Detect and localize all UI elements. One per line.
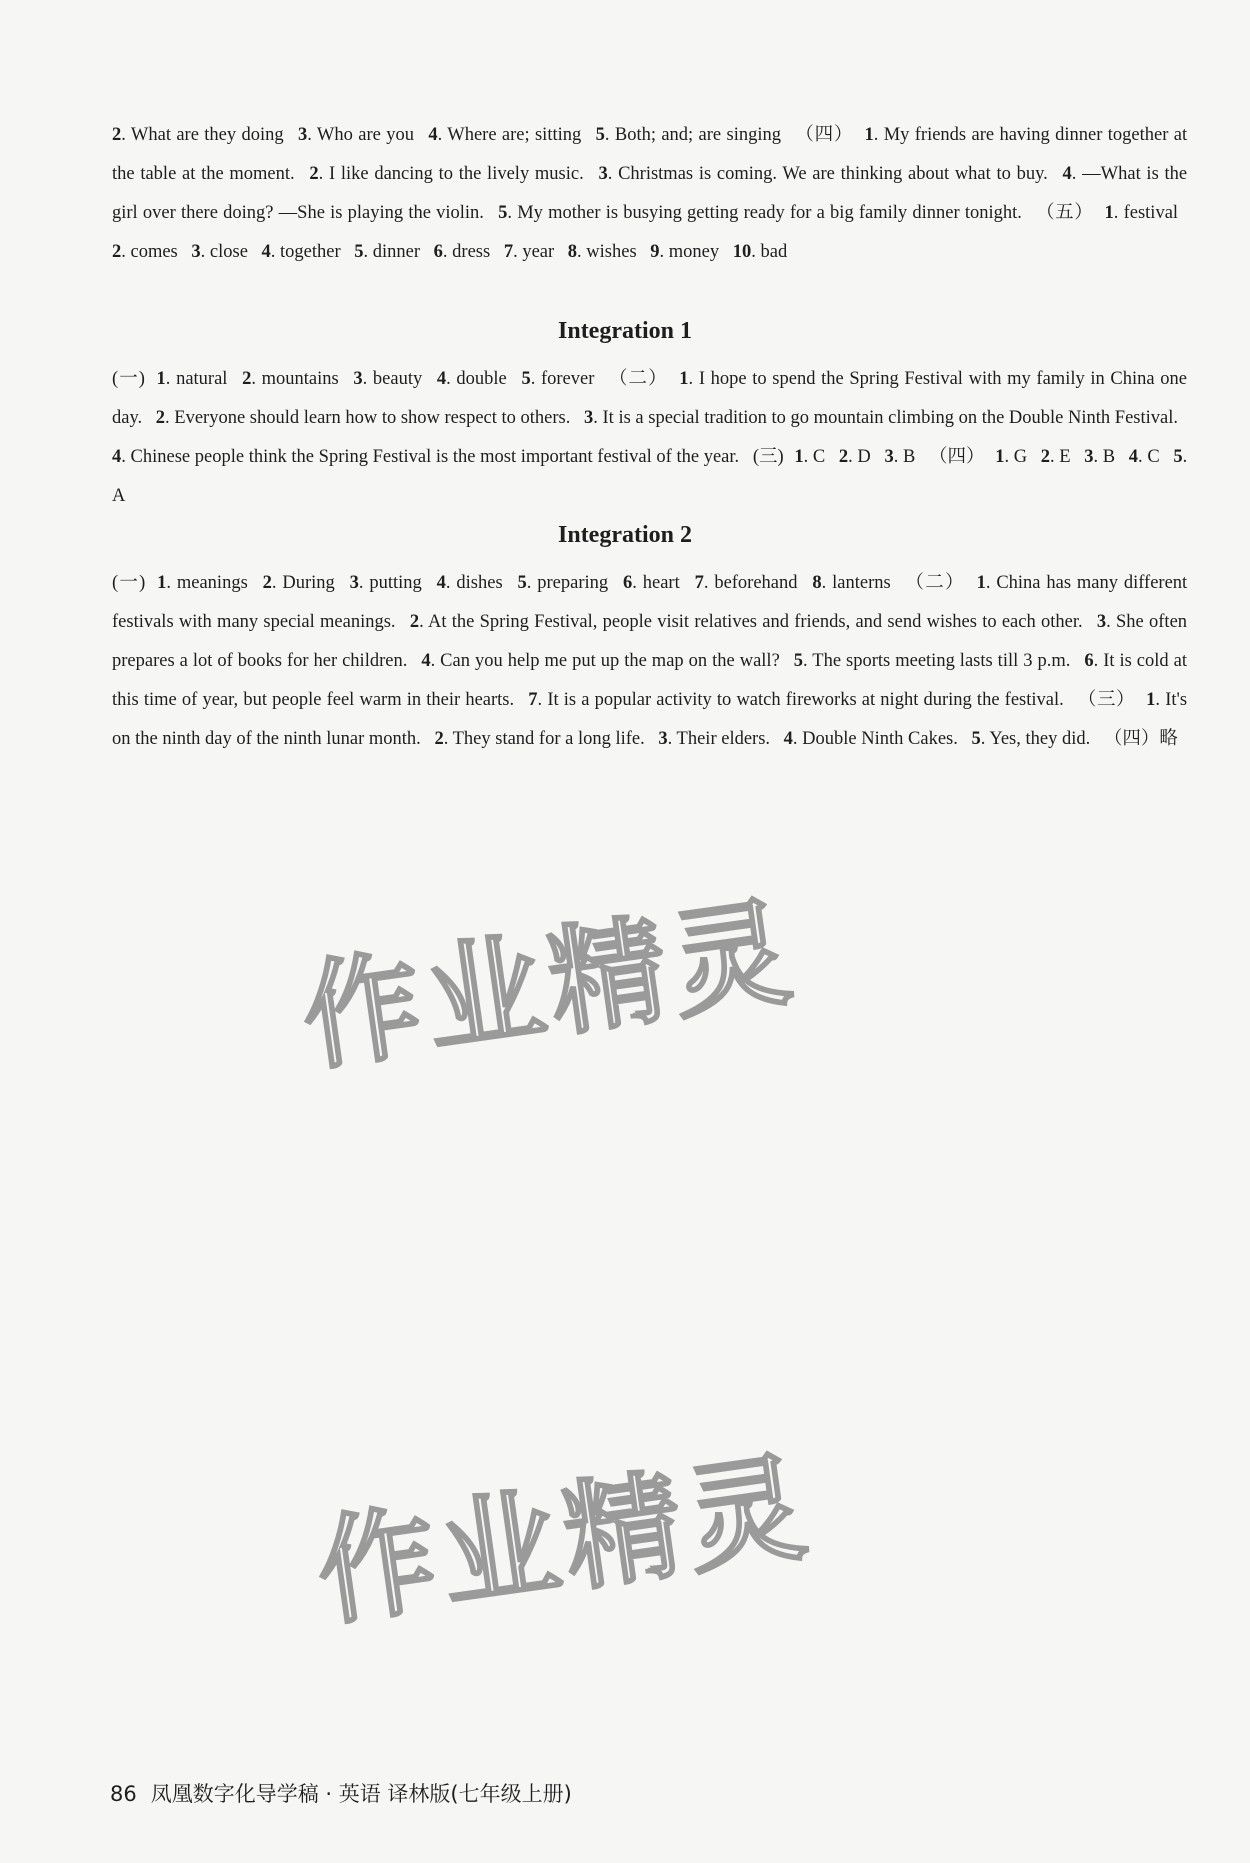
integration-1-heading: Integration 1 <box>558 318 692 344</box>
answer-number: 9 <box>650 242 660 262</box>
answer-text: Can you help me put up the map on the wall? <box>440 651 780 671</box>
answer-item: 3. beauty <box>353 369 423 389</box>
answer-item: 5. dinner <box>354 242 421 262</box>
answer-number: 3 <box>349 573 359 593</box>
answer-item: 3. B <box>884 447 916 467</box>
answer-number: 3 <box>1084 447 1094 467</box>
answer-number: 5 <box>354 242 364 262</box>
answer-number: 2 <box>434 729 444 749</box>
answer-number: 1 <box>679 369 689 389</box>
answer-number: 1 <box>1104 203 1114 223</box>
answer-item: 3. Their elders. <box>658 729 771 749</box>
answer-number: 8 <box>812 573 822 593</box>
answer-text: The sports meeting lasts till 3 p.m. <box>812 651 1071 671</box>
answer-text: A <box>112 486 126 506</box>
answer-text: Both; and; are singing <box>614 125 781 145</box>
integration-2-heading: Integration 2 <box>558 522 692 548</box>
answer-text: Christmas is coming. We are thinking about what to buy. <box>618 164 1048 184</box>
answer-number: 1 <box>157 573 167 593</box>
answer-text: C <box>1147 447 1160 467</box>
answer-number: 5 <box>521 369 531 389</box>
answer-number: 2 <box>242 369 252 389</box>
answer-text: comes <box>130 242 178 262</box>
answer-item: 2. E <box>1040 447 1071 467</box>
answer-number: 5 <box>517 573 527 593</box>
section-marker: （四） <box>795 125 854 145</box>
answer-item: 1. C <box>794 447 826 467</box>
answer-number: 2 <box>155 408 166 428</box>
answer-text: She often prepares a lot of books for her children. <box>112 612 1188 671</box>
answer-text: dishes <box>456 573 503 593</box>
integration-2-answers <box>112 564 1187 759</box>
answer-text: I hope to spend the Spring Festival with my family in China one day. <box>112 369 1187 428</box>
answer-number: 7 <box>503 242 514 262</box>
answer-text: heart <box>642 573 680 593</box>
answer-text: I like dancing to the lively music. <box>329 164 584 184</box>
answer-item: 8. lanterns <box>812 573 891 593</box>
answer-text: Chinese people think the Spring Festival is the most important festival of the year. <box>130 447 740 467</box>
answer-text: —What is the girl over there doing? —She is playing the violin. <box>112 164 1188 223</box>
page-footer <box>110 1778 572 1808</box>
answer-number: 5 <box>1173 447 1183 467</box>
answer-text: lanterns <box>832 573 891 593</box>
answer-item: 4. Where are; sitting <box>428 125 582 145</box>
answer-item: 1. natural <box>156 369 228 389</box>
answer-item: 3. Christmas is coming. We are thinking about what to buy. <box>598 164 1048 184</box>
answer-text: China has many different festivals with many special meanings. <box>112 573 1188 632</box>
answer-number: 4 <box>428 125 438 145</box>
answer-item: 5. A <box>112 447 1188 506</box>
answer-item: 2. comes <box>112 242 178 262</box>
watermark-logo: 作业精灵 <box>309 1437 820 1643</box>
answer-item: 6. dress <box>433 242 491 262</box>
answer-item: 10. bad <box>732 242 788 262</box>
answer-item: 3. She often prepares a lot of books for her children. <box>112 612 1188 671</box>
answer-text: My friends are having dinner together at the table at the moment. <box>112 125 1188 184</box>
answer-number: 3 <box>298 125 308 145</box>
answer-item: 1. G <box>995 447 1028 467</box>
answer-item: 3. It is a special tradition to go mountain climbing on the Double Ninth Festival. <box>584 408 1178 428</box>
answer-text: E <box>1059 447 1071 467</box>
answer-text: B <box>1102 447 1116 467</box>
section-marker: （三） <box>1077 690 1135 710</box>
answer-item: 1. I hope to spend the Spring Festival with my family in China one day. <box>112 369 1187 428</box>
answer-text: festival <box>1123 203 1179 223</box>
answer-text: It is cold at this time of year, but people feel warm in their hearts. <box>112 651 1187 710</box>
section-marker: (一) <box>112 573 146 593</box>
answer-number: 5 <box>498 203 508 223</box>
answer-number: 3 <box>584 408 594 428</box>
answer-item: 5. forever <box>521 369 595 389</box>
answer-number: 4 <box>112 447 122 467</box>
answer-number: 4 <box>1062 164 1072 184</box>
answer-number: 2 <box>1040 447 1051 467</box>
answer-number: 3 <box>658 729 668 749</box>
answer-text: dress <box>452 242 491 262</box>
answer-number: 4 <box>421 651 431 671</box>
answer-item: 2. During <box>262 573 335 593</box>
answer-item: 4. Chinese people think the Spring Festival is the most important festival of the year. <box>112 447 740 467</box>
answer-number: 2 <box>838 447 849 467</box>
answer-item: 4. C <box>1128 447 1160 467</box>
answer-item: 7. It is a popular activity to watch fireworks at night during the festival. <box>528 690 1064 710</box>
answer-number: 6 <box>1084 651 1094 671</box>
answer-number: 1 <box>1146 690 1156 710</box>
answer-text: It is a special tradition to go mountain climbing on the Double Ninth Festival. <box>602 408 1178 428</box>
answers-top-block <box>112 116 1187 272</box>
answer-text: At the Spring Festival, people visit relatives and friends, and send wishes to each other. <box>427 612 1083 632</box>
answer-item: 3. B <box>1084 447 1116 467</box>
answer-number: 4 <box>783 729 793 749</box>
answer-text: beauty <box>372 369 423 389</box>
answer-text: together <box>280 242 341 262</box>
answer-number: 4 <box>1128 447 1139 467</box>
section-marker: （四）略 <box>1103 729 1178 749</box>
answer-item: 5. My mother is busying getting ready for a big family dinner tonight. <box>498 203 1022 223</box>
answer-text: It is a popular activity to watch fireworks at night during the festival. <box>547 690 1064 710</box>
page-number: 86 <box>110 1782 137 1806</box>
answer-text: During <box>282 573 335 593</box>
answer-item: 6. It is cold at this time of year, but people feel warm in their hearts. <box>112 651 1187 710</box>
answer-text: D <box>857 447 871 467</box>
answer-number: 3 <box>353 369 363 389</box>
answer-item: 2. mountains <box>242 369 339 389</box>
answer-item: 2. What are they doing <box>112 125 284 145</box>
answer-number: 1 <box>864 125 874 145</box>
answer-item: 4. dishes <box>436 573 503 593</box>
answer-text: putting <box>369 573 422 593</box>
answer-text: dinner <box>372 242 421 262</box>
answer-item: 1. meanings <box>157 573 248 593</box>
answer-item: 2. Everyone should learn how to show respect to others. <box>155 408 571 428</box>
answer-number: 6 <box>433 242 443 262</box>
answer-item: 4. Can you help me put up the map on the wall? <box>421 651 780 671</box>
answer-text: bad <box>760 242 788 262</box>
section-marker: （五） <box>1036 203 1094 223</box>
answer-number: 3 <box>598 164 608 184</box>
answer-item: 5. Yes, they did. <box>971 729 1091 749</box>
answer-number: 2 <box>309 164 319 184</box>
answer-text: G <box>1013 447 1028 467</box>
section-marker: (一) <box>112 369 145 389</box>
answer-text: mountains <box>261 369 339 389</box>
answer-text: What are they doing <box>130 125 284 145</box>
answer-item: 9. money <box>650 242 720 262</box>
answer-item: 4. double <box>436 369 507 389</box>
answer-number: 4 <box>436 369 447 389</box>
answer-item: 4. together <box>261 242 341 262</box>
answer-text: It's on the ninth day of the ninth lunar month. <box>112 690 1188 749</box>
answer-item: 1. It's on the ninth day of the ninth lunar month. <box>112 690 1188 749</box>
answer-text: preparing <box>537 573 609 593</box>
answer-text: year <box>522 242 555 262</box>
answer-item: 4. —What is the girl over there doing? —She is playing the violin. <box>112 164 1188 223</box>
answer-number: 1 <box>156 369 166 389</box>
answer-number: 10 <box>732 242 752 262</box>
answer-text: natural <box>176 369 228 389</box>
answer-text: They stand for a long life. <box>452 729 645 749</box>
answer-item: 7. year <box>503 242 555 262</box>
answer-item: 2. At the Spring Festival, people visit relatives and friends, and send wishes to each other. <box>409 612 1083 632</box>
answer-item: 3. Who are you <box>298 125 414 145</box>
answer-text: Everyone should learn how to show respect to others. <box>174 408 571 428</box>
answer-item: 5. preparing <box>517 573 609 593</box>
answer-text: Who are you <box>316 125 414 145</box>
answer-text: beforehand <box>714 573 798 593</box>
answer-text: double <box>456 369 507 389</box>
answer-number: 7 <box>528 690 538 710</box>
answer-number: 2 <box>112 125 122 145</box>
answer-text: C <box>812 447 826 467</box>
answer-item: 8. wishes <box>567 242 637 262</box>
answer-item: 1. festival <box>1104 203 1179 223</box>
answer-item: 6. heart <box>623 573 680 593</box>
answer-number: 2 <box>112 242 122 262</box>
answer-text: Where are; sitting <box>447 125 582 145</box>
answer-text: Yes, they did. <box>989 729 1091 749</box>
answer-item: 7. beforehand <box>694 573 798 593</box>
answer-number: 5 <box>595 125 605 145</box>
answer-text: money <box>668 242 720 262</box>
answer-item: 2. They stand for a long life. <box>434 729 645 749</box>
answer-number: 3 <box>191 242 201 262</box>
answer-number: 6 <box>623 573 633 593</box>
answer-text: wishes <box>586 242 637 262</box>
answer-item: 3. close <box>191 242 248 262</box>
answer-text: Double Ninth Cakes. <box>802 729 958 749</box>
answer-number: 2 <box>409 612 420 632</box>
answer-number: 1 <box>995 447 1005 467</box>
answer-number: 2 <box>262 573 272 593</box>
answer-number: 3 <box>1096 612 1107 632</box>
answer-number: 4 <box>436 573 446 593</box>
answer-text: meanings <box>176 573 248 593</box>
answer-number: 5 <box>971 729 981 749</box>
answer-number: 3 <box>884 447 894 467</box>
answer-item: 5. The sports meeting lasts till 3 p.m. <box>793 651 1071 671</box>
answer-item: 1. China has many different festivals with many special meanings. <box>112 573 1188 632</box>
answer-text: forever <box>540 369 595 389</box>
answer-number: 1 <box>794 447 804 467</box>
answer-number: 8 <box>567 242 578 262</box>
answer-item: 4. Double Ninth Cakes. <box>783 729 958 749</box>
watermark-logo: 作业精灵 <box>294 882 805 1088</box>
answer-item: 3. putting <box>349 573 422 593</box>
answer-text: close <box>209 242 248 262</box>
answer-item: 1. My friends are having dinner together at the table at the moment. <box>112 125 1188 184</box>
answer-item: 5. Both; and; are singing <box>595 125 781 145</box>
section-marker: （四） <box>928 447 985 467</box>
integration-1-answers <box>112 360 1187 516</box>
answer-number: 7 <box>694 573 704 593</box>
answer-number: 4 <box>261 242 271 262</box>
answer-text: B <box>902 447 916 467</box>
answer-text: Their elders. <box>676 729 771 749</box>
answer-number: 1 <box>976 573 986 593</box>
book-title: 凤凰数字化导学稿 · 英语 译林版(七年级上册) <box>150 1782 572 1806</box>
answer-item: 2. I like dancing to the lively music. <box>309 164 584 184</box>
section-marker: (三) <box>752 447 784 467</box>
answer-number: 5 <box>793 651 804 671</box>
section-marker: （二） <box>609 369 668 389</box>
answer-text: My mother is busying getting ready for a big family dinner tonight. <box>517 203 1022 223</box>
section-marker: （二） <box>905 573 965 593</box>
answer-item: 2. D <box>838 447 871 467</box>
